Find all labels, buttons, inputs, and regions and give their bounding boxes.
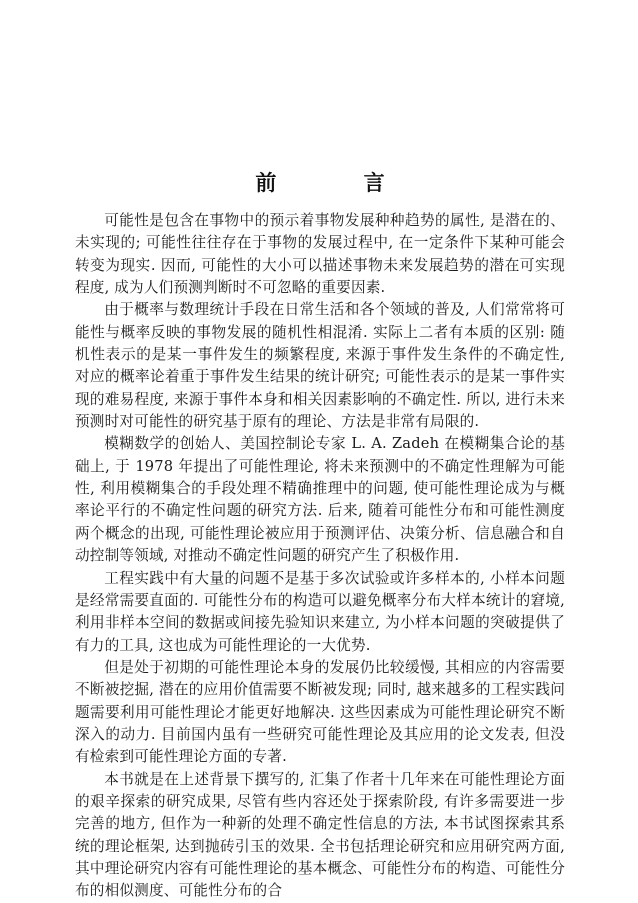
page-title: 前 言 xyxy=(255,171,425,195)
paragraph: 本书就是在上述背景下撰写的, 汇集了作者十几年来在可能性理论方面的艰辛探索的研究成果, 尽管有些内容还处于探索阶段, 有许多需要进一步完善的地方, 但作为一种新的处理不确定性信息的方法, 本书试图探索其系统的理论框架, 达到抛砖引玉的效果. 全书包括理论研究和应用研究两方面, 其中理论研究内容有可能性理论的基本概念、可能性分布的构造、可能性分布的相似测度、可能性分布的合 xyxy=(75,770,565,900)
paragraph: 由于概率与数理统计手段在日常生活和各个领域的普及, 人们常常将可能性与概率反映的事物发展的随机性相混淆. 实际上二者有本质的区别: 随机性表示的是某一事件发生的频繁程度, 来源于事件发生条件的不确定性, 对应的概率论着重于事件发生结果的统计研究; 可能性表示的是某一事件实现的难易程度, 来源于事件本身和相关因素影响的不确定性. 所以, 进行未来预测时对可能性的研究基于原有的理论、方法是非常有局限的. xyxy=(75,301,565,431)
paragraph: 但是处于初期的可能性理论本身的发展仍比较缓慢, 其相应的内容需要不断被挖掘, 潜在的应用价值需要不断被发现; 同时, 越来越多的工程实践问题需要利用可能性理论才能更好地解决. 这些因素成为可能性理论研究不断深入的动力. 目前国内虽有一些研究可能性理论及其应用的论文发表, 但没有检索到可能性理论方面的专著. xyxy=(75,658,565,766)
paragraph: 模糊数学的创始人、美国控制论专家 L. A. Zadeh 在模糊集合论的基础上, 于 1978 年提出了可能性理论, 将未来预测中的不确定性理解为可能性, 利用模糊集合的手段处理不精确推理中的问题, 使可能性理论成为与概率论平行的不确定性问题的研究方法. 后来, 随着可能性分布和可能性测度两个概念的出现, 可能性理论被应用于预测评估、决策分析、信息融合和自动控制等领域, 对推动不确定性问题的研究产生了积极作用. xyxy=(75,435,565,565)
paragraph: 工程实践中有大量的问题不是基于多次试验或许多样本的, 小样本问题是经常需要直面的. 可能性分布的构造可以避免概率分布大样本统计的窘境, 利用非样本空间的数据或间接先验知识来建立, 为小样本问题的突破提供了有力的工具, 这也成为可能性理论的一大优势. xyxy=(75,569,565,654)
preface-body xyxy=(75,210,565,903)
paragraph: 可能性是包含在事物中的预示着事物发展种种趋势的属性, 是潜在的、未实现的; 可能性往往存在于事物的发展过程中, 在一定条件下某种可能会转变为现实. 因而, 可能性的大小可以描述事物未来发展趋势的潜在可实现程度, 成为人们预测判断时不可忽略的重要因素. xyxy=(75,212,565,297)
